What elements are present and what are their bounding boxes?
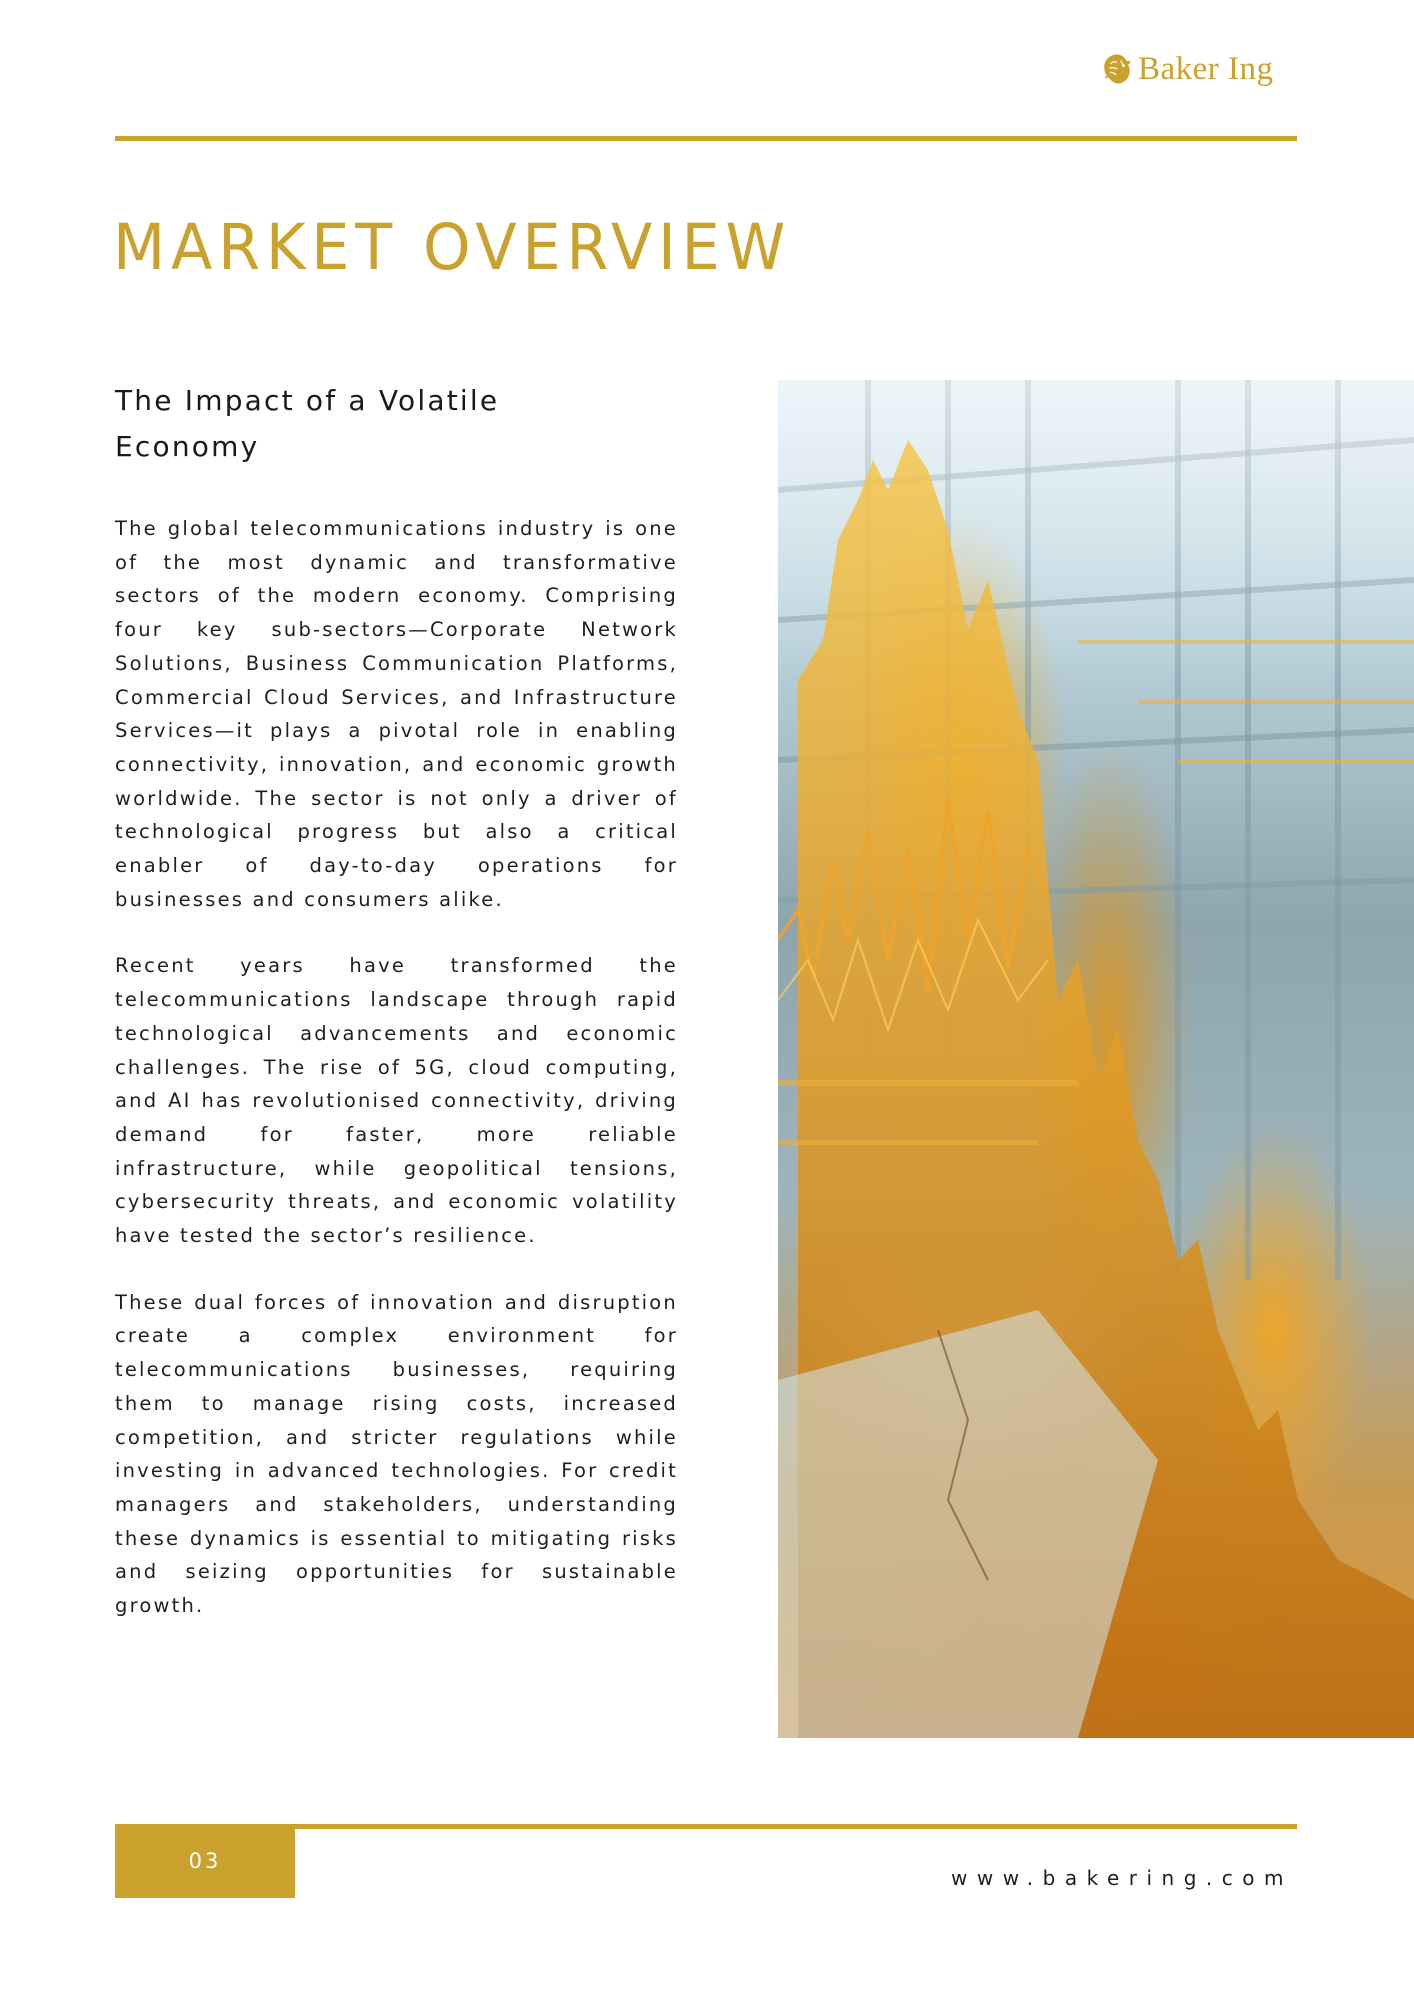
hero-image [778,380,1414,1738]
paragraph: These dual forces of innovation and disruption create a complex environment for telecommunications businesses, requiring them to manage rising costs, increased competition, and stricter regulations while investing in advanced technologies. For credit managers and stakeholders, understanding these dynamics is essential to mitigating risks and seizing opportunities for sustainable growth. [115,1290,678,1618]
paragraph: The global telecommunications industry is one of the most dynamic and transformative sectors of the modern economy. Comprising four key sub-sectors—Corporate Network Solutions, Business Communication Platforms, Commercial Cloud Services, and Infrastructure Services—it plays a pivotal role in enabling connectivity, innovation, and economic growth worldwide. The sector is not only a driver of technological progress but also a critical enabler of day-to-day operations for businesses and consumers alike. [115,517,678,911]
hero-artwork [778,380,1414,1738]
page-number-badge [115,1824,295,1898]
page-number: 03 [188,1849,222,1873]
header-divider [115,136,1297,141]
paragraph: Recent years have transformed the telecommunications landscape through rapid technological advancements and economic challenges. The rise of 5G, cloud computing, and AI has revolutionised connectivity, driving demand for faster, more reliable infrastructure, while geopolitical tensions, cybersecurity threats, and economic volatility have tested the sector’s resilience. [115,954,678,1248]
page-title: MARKET OVERVIEW [113,211,792,284]
lion-head-icon [1100,52,1134,86]
article-body [115,378,678,1656]
brand-logo [1100,52,1274,86]
section-heading: The Impact of a Volatile Economy [115,384,500,463]
brand-name: Baker Ing [1138,50,1274,87]
website-link[interactable]: www.bakering.com [951,1866,1293,1890]
